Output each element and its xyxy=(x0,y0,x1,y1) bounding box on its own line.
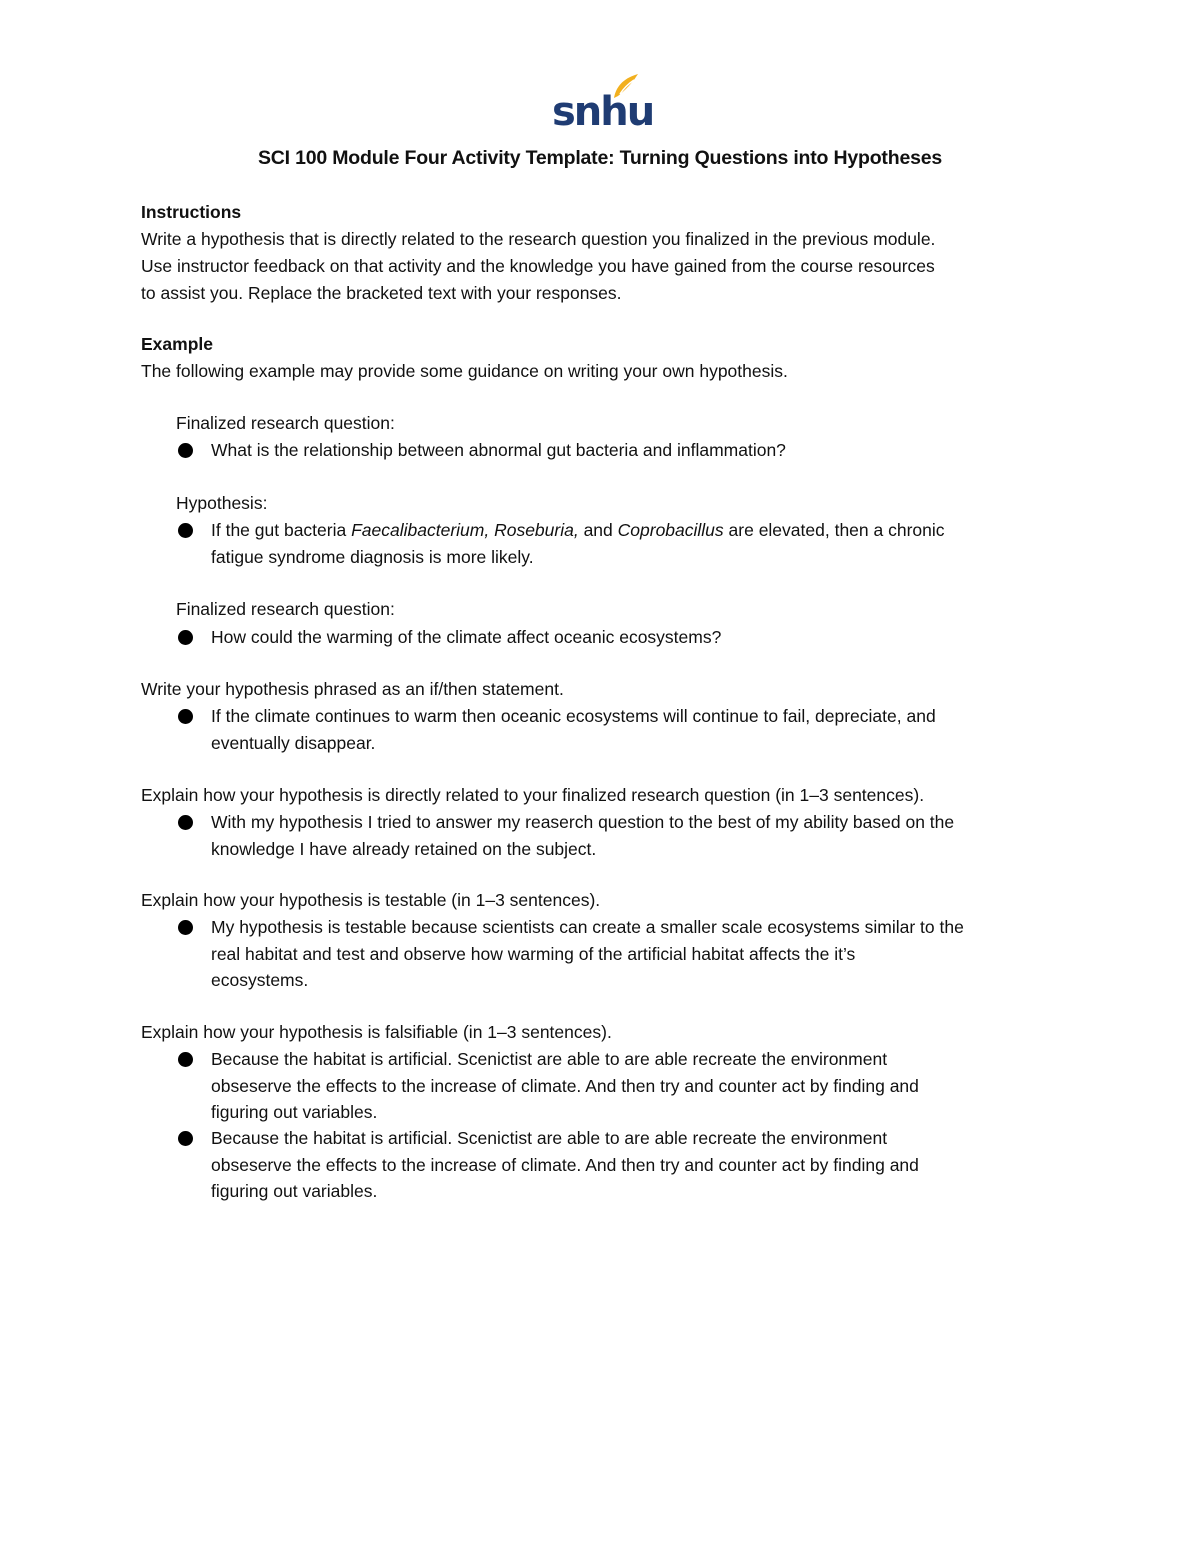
bullet-icon xyxy=(178,523,193,538)
species-italic: Faecalibacterium, Roseburia, xyxy=(351,520,579,540)
logo-text: snhu xyxy=(552,89,654,135)
bullet-icon xyxy=(178,630,193,645)
example-hypothesis: If the gut bacteria Faecalibacterium, Roseburia, and Coprobacillus are elevated, then a chronic fatigue syndrome diagnosis is more likely. xyxy=(211,520,945,567)
falsifiable-answer: Because the habitat is artificial. Scenictist are able to are able recreate the environment obseserve the effects to the increase of climate. And then try and counter act by finding and figuring out variables. xyxy=(211,1128,919,1201)
falsifiable-answer: Because the habitat is artificial. Scenictist are able to are able recreate the environment obseserve the effects to the increase of climate. And then try and counter act by finding and figuring out variables. xyxy=(211,1049,919,1122)
instructions-line: Use instructor feedback on that activity and the knowledge you have gained from the course resources xyxy=(141,256,935,276)
species-italic: Coprobacillus xyxy=(617,520,724,540)
snhu-logo xyxy=(552,72,654,138)
testable-prompt: Explain how your hypothesis is testable (in 1–3 sentences). xyxy=(141,890,601,910)
instructions-line: to assist you. Replace the bracketed text with your responses. xyxy=(141,283,622,303)
falsifiable-prompt: Explain how your hypothesis is falsifiable (in 1–3 sentences). xyxy=(141,1022,612,1042)
bullet-icon xyxy=(178,920,193,935)
document-title: SCI 100 Module Four Activity Template: Turning Questions into Hypotheses xyxy=(257,147,943,169)
testable-answer: My hypothesis is testable because scientists can create a smaller scale ecosystems similar to the real habitat and test and observe how warming of the artificial habitat affects the it’s ecosystems. xyxy=(211,917,964,990)
example-heading: Example xyxy=(141,334,213,354)
example-section xyxy=(141,331,1071,385)
instructions-line: Write a hypothesis that is directly related to the research question you finalized in the previous module. xyxy=(141,229,936,249)
bullet-icon xyxy=(178,709,193,724)
example-hypothesis-label: Hypothesis: xyxy=(176,493,268,513)
bullet-icon xyxy=(178,443,193,458)
bullet-icon xyxy=(178,1052,193,1067)
response-question: How could the warming of the climate affect oceanic ecosystems? xyxy=(211,627,722,647)
hypothesis-answer: If the climate continues to warm then oceanic ecosystems will continue to fail, depreciate, and eventually disappear. xyxy=(211,706,936,753)
bullet-icon xyxy=(178,1131,193,1146)
response-question-label: Finalized research question: xyxy=(176,599,395,619)
instructions-section xyxy=(141,199,1071,307)
hypothesis-prompt: Write your hypothesis phrased as an if/then statement. xyxy=(141,679,564,699)
example-question-label: Finalized research question: xyxy=(176,413,395,433)
bullet-icon xyxy=(178,815,193,830)
instructions-heading: Instructions xyxy=(141,202,242,222)
related-prompt: Explain how your hypothesis is directly related to your finalized research question (in 1–3 sentences). xyxy=(141,785,925,805)
example-intro: The following example may provide some guidance on writing your own hypothesis. xyxy=(141,361,788,381)
related-answer: With my hypothesis I tried to answer my reaserch question to the best of my ability based on the knowledge I have already retained on the subject. xyxy=(211,812,955,859)
example-question: What is the relationship between abnormal gut bacteria and inflammation? xyxy=(211,440,786,460)
